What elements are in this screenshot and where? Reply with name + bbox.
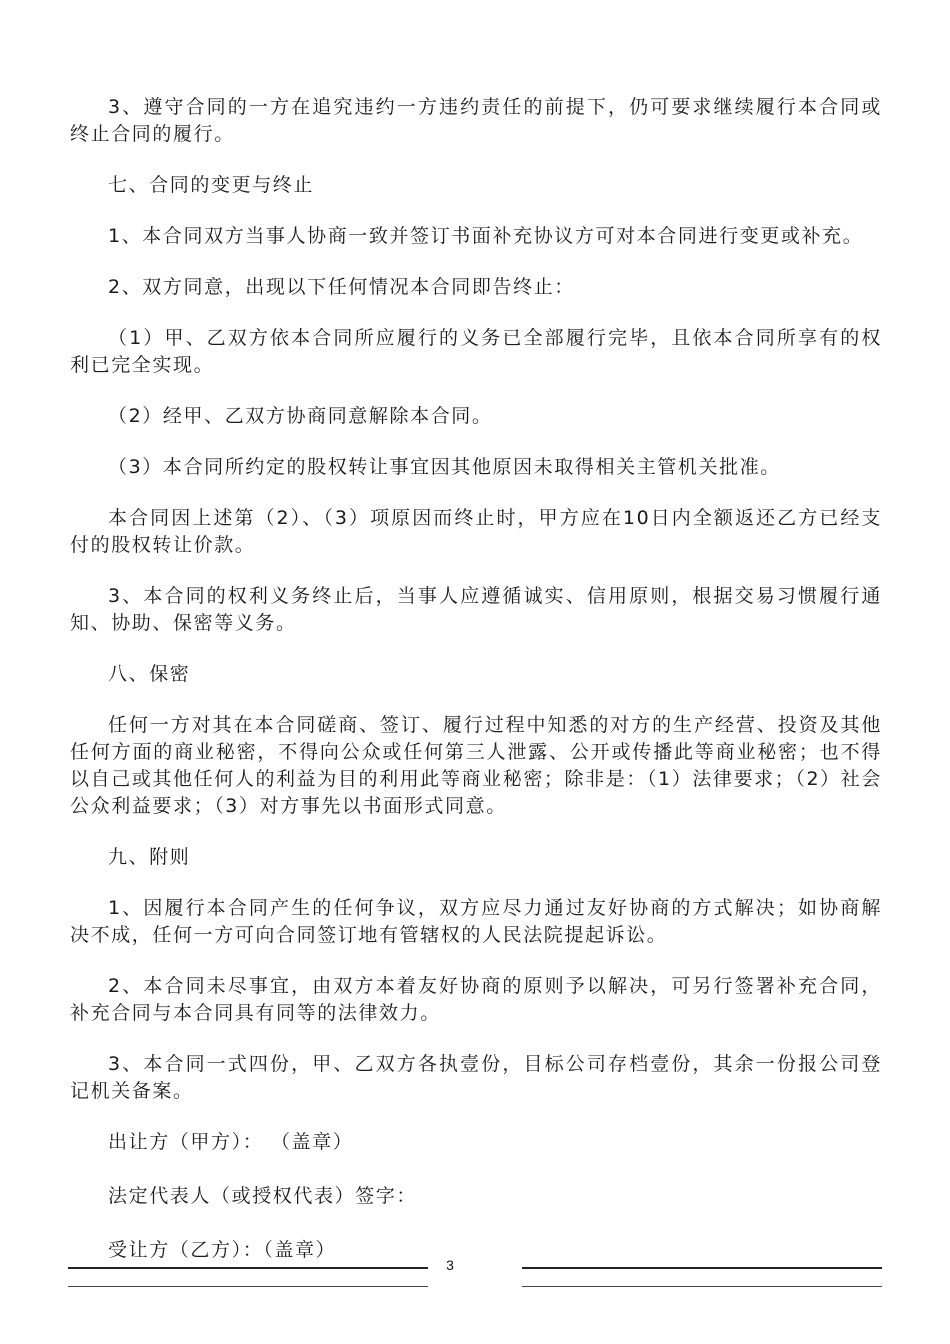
page-footer <box>0 1255 950 1295</box>
clause-7-2-item-2: （2）经甲、乙双方协商同意解除本合同。 <box>108 405 493 427</box>
clause-6-3: 3、遵守合同的一方在追究违约一方违约责任的前提下，仍可要求继续履行本合同或终止合同的履行。 <box>70 96 882 145</box>
clause-7-1: 1、本合同双方当事人协商一致并签订书面补充协议方可对本合同进行变更或补充。 <box>108 225 864 247</box>
clause-7-2: 2、双方同意，出现以下任何情况本合同即告终止： <box>108 276 575 298</box>
clause-7-3: 3、本合同的权利义务终止后，当事人应遵循诚实、信用原则，根据交易习惯履行通知、协助、保密等义务。 <box>70 585 882 634</box>
clause-7-2-item-1: （1）甲、乙双方依本合同所应履行的义务已全部履行完毕，且依本合同所享有的权利已完全实现。 <box>70 327 882 376</box>
signature-transferor: 出让方（甲方）： （盖章） <box>108 1131 354 1153</box>
clause-9-1: 1、因履行本合同产生的任何争议，双方应尽力通过友好协商的方式解决；如协商解决不成，任何一方可向合同签订地有管辖权的人民法院提起诉讼。 <box>70 897 882 946</box>
clause-7-2-refund: 本合同因上述第（2）、（3）项原因而终止时，甲方应在10日内全额返还乙方已经支付的股权转让价款。 <box>70 507 882 556</box>
clause-7-2-item-3: （3）本合同所约定的股权转让事宜因其他原因未取得相关主管机关批准。 <box>108 456 781 478</box>
page-number: 3 <box>446 1257 454 1273</box>
clause-9-3: 3、本合同一式四份，甲、乙双方各执壹份，目标公司存档壹份，其余一份报公司登记机关备案。 <box>70 1053 882 1102</box>
footer-rule-left-bottom <box>68 1286 428 1287</box>
signature-transferee: 受让方（乙方）：（盖章） <box>108 1239 337 1261</box>
clause-9-2: 2、本合同未尽事宜，由双方本着友好协商的原则予以解决，可另行签署补充合同，补充合同与本合同具有同等的法律效力。 <box>70 975 882 1024</box>
section-heading-8: 八、保密 <box>108 663 191 685</box>
footer-rule-left-top <box>68 1267 428 1269</box>
footer-rule-right-bottom <box>522 1286 882 1287</box>
clause-8-confidentiality: 任何一方对其在本合同磋商、签订、履行过程中知悉的对方的生产经营、投资及其他任何方面的商业秘密，不得向公众或任何第三人泄露、公开或传播此等商业秘密；也不得以自己或其他任何人的利益为目的利用此等商业秘密；除非是：（1）法律要求；（2）社会公众利益要求；（3）对方事先以书面形式同意。 <box>70 714 882 817</box>
document-body <box>70 94 882 1291</box>
signature-legal-representative: 法定代表人（或授权代表）签字： <box>108 1185 418 1207</box>
section-heading-7: 七、合同的变更与终止 <box>108 174 315 196</box>
section-heading-9: 九、附则 <box>108 846 191 868</box>
footer-rule-right-top <box>522 1267 882 1269</box>
